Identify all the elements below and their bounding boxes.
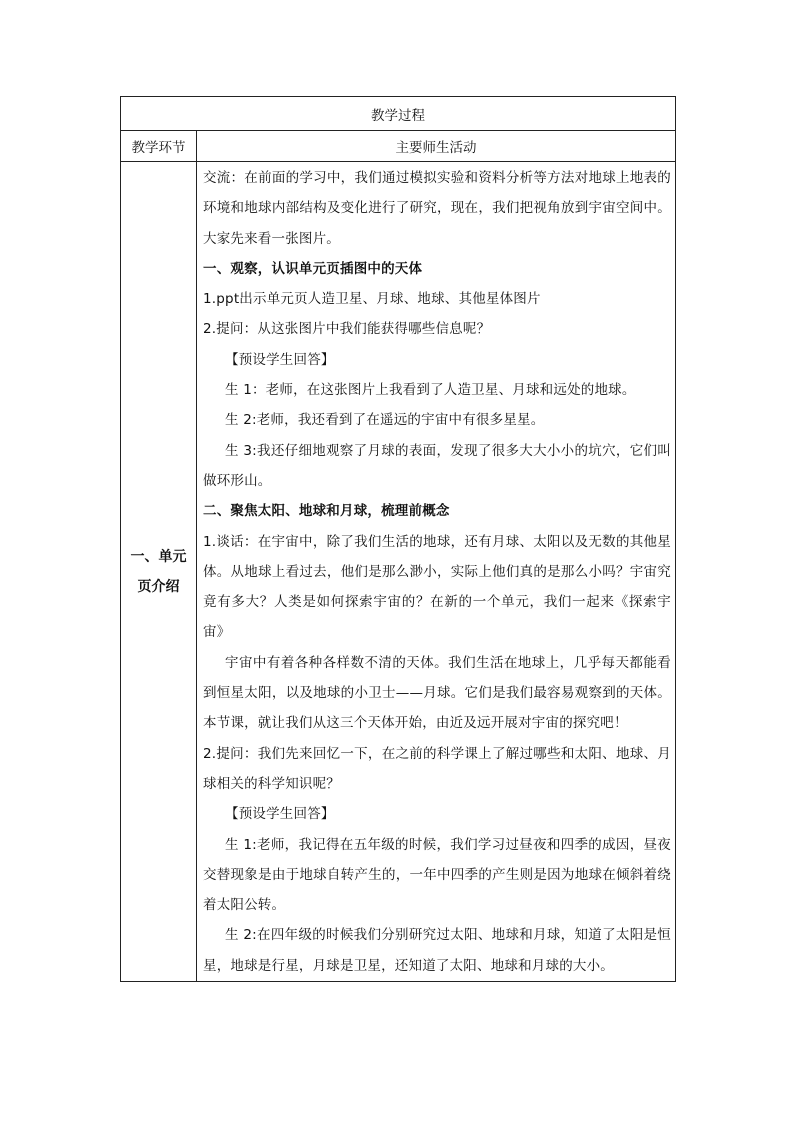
section-label-line1: 一、单元 (130, 548, 187, 565)
paragraph-student-answer: 生 1:老师，我记得在五年级的时候，我们学习过昼夜和四季的成因，昼夜交替现象是由于地球自转产生的，一年中四季的产生则是因为地球在倾斜着绕着太阳公转。 (203, 836, 671, 914)
col-header-activities: 主要师生活动 (197, 131, 676, 162)
section-label-line2: 页介绍 (137, 578, 180, 595)
paragraph-student-answer: 生 1：老师，在这张图片上我看到了人造卫星、月球和远处的地球。 (225, 382, 636, 399)
table-title: 教学过程 (121, 97, 676, 131)
paragraph-student-answer: 生 2:老师，我还看到了在遥远的宇宙中有很多星星。 (225, 412, 545, 429)
column-header-row (121, 131, 676, 162)
paragraph-preset-answer: 【预设学生回答】 (225, 806, 335, 823)
table-title-row (121, 97, 676, 131)
paragraph-intro: 交流：在前面的学习中，我们通过模拟实验和资料分析等方法对地球上地表的环境和地球内部结构及变化进行了研究，现在，我们把视角放到宇宙空间中。大家先来看一张图片。 (203, 170, 671, 247)
teaching-process-table (120, 96, 676, 982)
heading-focus: 二、聚焦太阳、地球和月球，梳理前概念 (203, 503, 450, 520)
heading-observe: 一、观察，认识单元页插图中的天体 (203, 260, 423, 277)
col-header-stage: 教学环节 (121, 131, 197, 162)
paragraph-step: 2.提问：从这张图片中我们能获得哪些信息呢？ (203, 321, 491, 338)
content-row (121, 162, 676, 982)
paragraph-student-answer: 生 2:在四年级的时候我们分别研究过太阳、地球和月球，知道了太阳是恒星，地球是行星，月球是卫星，还知道了太阳、地球和月球的大小。 (203, 927, 671, 974)
paragraph-step: 2.提问：我们先来回忆一下，在之前的科学课上了解过哪些和太阳、地球、月球相关的科学知识呢？ (203, 745, 671, 792)
paragraph-student-answer: 生 3:我还仔细地观察了月球的表面，发现了很多大大小小的坑穴，它们叫做环形山。 (203, 442, 671, 489)
activities-cell (197, 162, 676, 982)
paragraph-body: 宇宙中有着各种各样数不清的天体。我们生活在地球上，几乎每天都能看到恒星太阳，以及地球的小卫士——月球。它们是我们最容易观察到的天体。本节课，就让我们从这三个天体开始，由近及远开展对宇宙的探究吧！ (203, 654, 671, 732)
paragraph-step: 1.ppt出示单元页人造卫星、月球、地球、其他星体图片 (203, 291, 541, 308)
paragraph-preset-answer: 【预设学生回答】 (225, 351, 335, 368)
section-label (121, 162, 197, 982)
paragraph-step: 1.谈话：在宇宙中，除了我们生活的地球，还有月球、太阳以及无数的其他星体。从地球上看过去，他们是那么渺小，实际上他们真的是那么小吗？宇宙究竟有多大？人类是如何探索宇宙的？在新的一个单元，我们一起来《探索宇宙》 (203, 533, 671, 641)
